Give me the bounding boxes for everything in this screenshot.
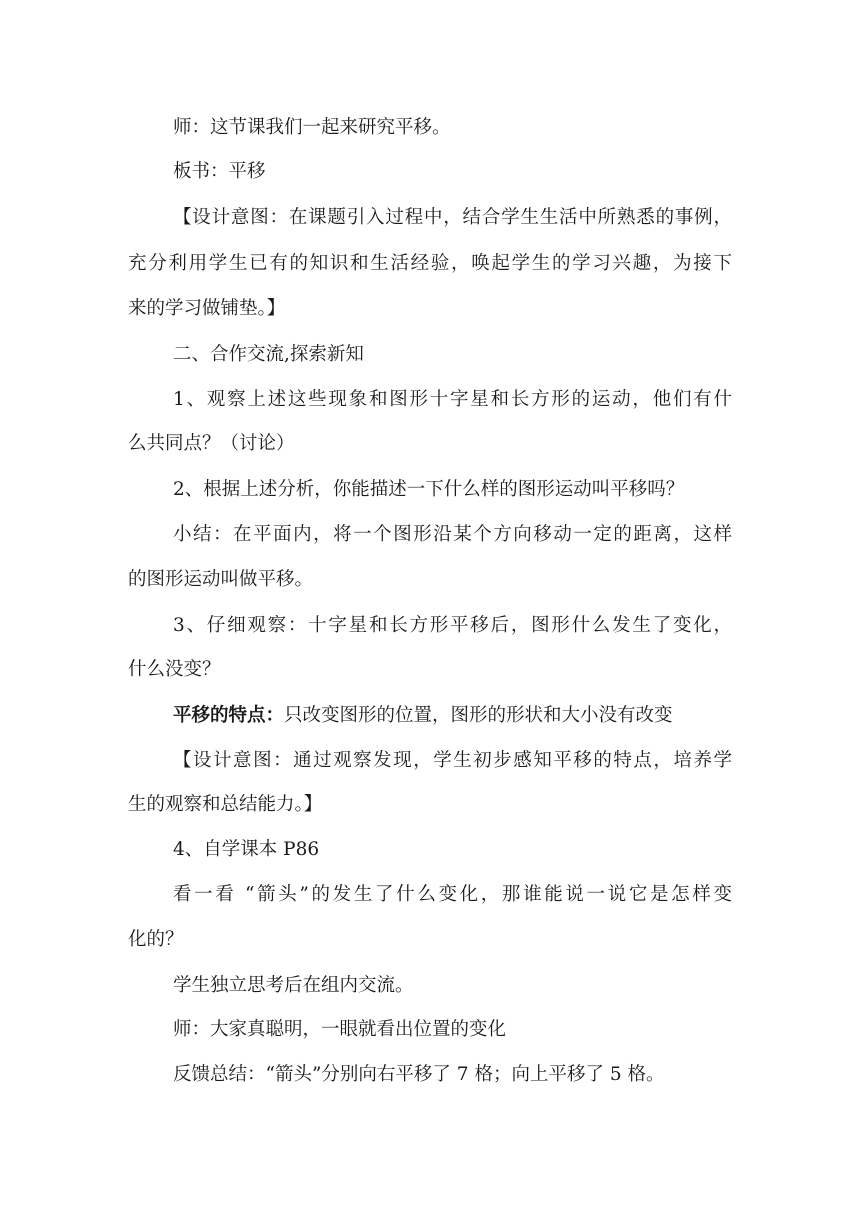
translation-features-text: 只改变图形的位置，图形的形状和大小没有改变 [284,705,673,726]
paragraph-board-writing: 板书：平移 [173,161,266,182]
paragraph-design-intent-2-line-1: 【设计意图：通过观察发现，学生初步感知平移的特点，培养学 [173,750,732,771]
paragraph-summary-line-1: 小结：在平面内，将一个图形沿某个方向移动一定的距离，这样 [173,524,732,545]
paragraph-design-intent-1-line-3: 来的学习做铺垫。】 [128,298,286,319]
paragraph-feedback-summary: 反馈总结：“箭头”分别向右平移了 7 格；向上平移了 5 格。 [173,1064,665,1085]
paragraph-group-exchange: 学生独立思考后在组内交流。 [173,975,414,996]
paragraph-design-intent-1-line-1: 【设计意图：在课题引入过程中，结合学生生活中所熟悉的事例， [173,207,732,228]
paragraph-design-intent-2-line-2: 生的观察和总结能力。】 [128,794,323,815]
paragraph-arrow-question-line-2: 化的？ [128,929,184,950]
paragraph-teacher-intro: 师：这节课我们一起来研究平移。 [173,117,451,138]
section-heading-cooperation: 二、合作交流,探索新知 [173,344,364,365]
paragraph-arrow-question-line-1: 看一看 “箭头”的发生了什么变化，那谁能说一说它是怎样变 [173,884,732,905]
paragraph-translation-features [173,704,732,728]
paragraph-design-intent-1-line-2: 充分利用学生已有的知识和生活经验，唤起学生的学习兴趣，为接下 [128,253,732,274]
paragraph-question-1-line-2: 么共同点？（讨论） [128,433,295,454]
paragraph-summary-line-2: 的图形运动叫做平移。 [128,569,314,590]
translation-features-label: 平移的特点： [173,705,285,726]
paragraph-self-study: 4、自学课本 P86 [173,839,320,860]
paragraph-question-3-line-1: 3、仔细观察：十字星和长方形平移后，图形什么发生了变化， [173,615,732,636]
paragraph-question-2: 2、根据上述分析，你能描述一下什么样的图形运动叫平移吗？ [173,479,685,500]
paragraph-teacher-praise: 师：大家真聪明，一眼就看出位置的变化 [173,1019,507,1040]
paragraph-question-3-line-2: 什么没变？ [128,659,221,680]
paragraph-question-1-line-1: 1、观察上述这些现象和图形十字星和长方形的运动，他们有什 [173,389,732,410]
